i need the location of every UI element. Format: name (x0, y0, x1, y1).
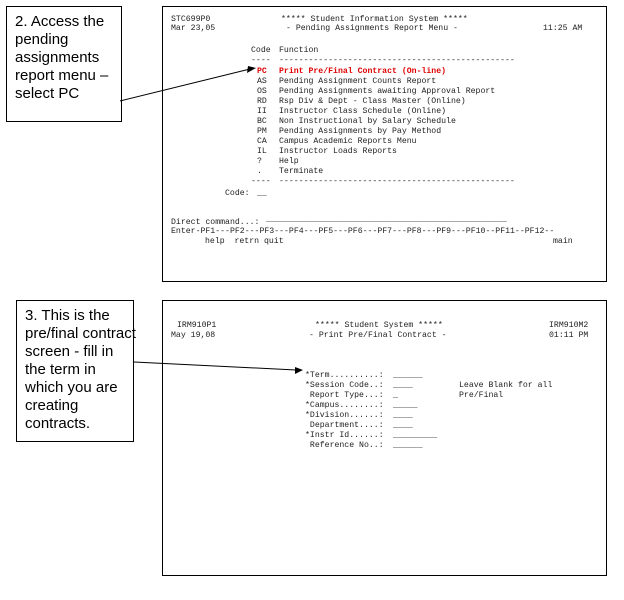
menu-code[interactable]: II (257, 107, 267, 116)
menu-code[interactable]: IL (257, 147, 267, 156)
terminal-screen-print-contract (162, 300, 607, 576)
menu-code[interactable]: BC (257, 117, 267, 126)
menu-code[interactable]: . (257, 167, 262, 176)
footer-rule: ---- (251, 177, 271, 186)
screen-time: 01:11 PM (549, 331, 589, 340)
instr-id-input[interactable]: _________ (393, 431, 438, 440)
callout-line: pending (15, 31, 69, 48)
menu-item[interactable]: Instructor Loads Reports (279, 147, 397, 156)
menu-code[interactable]: ? (257, 157, 262, 166)
function-key-labels: help retrn quit (205, 237, 284, 246)
screen-title: - Print Pre/Final Contract - (309, 331, 447, 340)
menu-item[interactable]: Pending Assignments awaiting Approval Report (279, 87, 496, 96)
function-key-main: main (553, 237, 573, 246)
program-id-right: IRM910M2 (549, 321, 589, 330)
field-label-campus: *Campus........: (305, 401, 384, 410)
department-input[interactable]: ____ (393, 421, 413, 430)
field-label-division: *Division......: (305, 411, 384, 420)
menu-code-pc[interactable]: PC (257, 67, 267, 76)
header-rule: ------------------------------------------------ (279, 56, 515, 65)
column-header-code: Code (251, 46, 271, 55)
division-input[interactable]: ____ (393, 411, 413, 420)
system-title: ***** Student Information System ***** (281, 15, 468, 24)
session-code-note: Leave Blank for all (459, 381, 553, 390)
callout-line: 2. Access the (15, 13, 105, 30)
callout-line: select PC (15, 85, 80, 102)
program-id: STC699P0 (171, 15, 211, 24)
callout-line: which you are (25, 379, 118, 396)
field-label-department: Department....: (305, 421, 384, 430)
menu-item[interactable]: Pending Assignment Counts Report (279, 77, 437, 86)
field-label-report-type: Report Type...: (305, 391, 384, 400)
callout-step-3 (16, 300, 134, 442)
field-label-session-code: *Session Code..: (305, 381, 384, 390)
menu-item[interactable]: Campus Academic Reports Menu (279, 137, 417, 146)
terminal-screen-report-menu (162, 6, 607, 282)
footer-rule: ------------------------------------------------ (279, 177, 515, 186)
reference-no-input[interactable]: ______ (393, 441, 423, 450)
header-rule: ---- (251, 56, 271, 65)
screen-date: May 19,08 (171, 331, 216, 340)
code-input[interactable]: __ (257, 189, 267, 198)
callout-line: the term in (25, 361, 96, 378)
code-input-label: Code: (225, 189, 250, 198)
field-label-instr-id: *Instr Id......: (305, 431, 384, 440)
screen-time: 11:25 AM (543, 24, 583, 33)
menu-code[interactable]: RD (257, 97, 267, 106)
callout-step-2 (6, 6, 122, 122)
menu-item[interactable]: Rsp Div & Dept - Class Master (Online) (279, 97, 466, 106)
callout-line: screen - fill in (25, 343, 114, 360)
direct-command-input[interactable]: _________________________________________________ (266, 215, 507, 224)
direct-command-label: Direct command...: (171, 218, 260, 227)
campus-input[interactable]: _____ (393, 401, 418, 410)
session-code-input[interactable]: ____ (393, 381, 413, 390)
callout-line: 3. This is the (25, 307, 110, 324)
menu-item[interactable]: Non Instructional by Salary Schedule (279, 117, 456, 126)
session-code-note: Pre/Final (459, 391, 504, 400)
menu-code[interactable]: AS (257, 77, 267, 86)
callout-line: creating (25, 397, 79, 414)
menu-title: - Pending Assignments Report Menu - (286, 24, 458, 33)
screen-date: Mar 23,05 (171, 24, 216, 33)
callout-line: assignments (15, 49, 100, 66)
menu-code[interactable]: OS (257, 87, 267, 96)
menu-item[interactable]: Instructor Class Schedule (Online) (279, 107, 447, 116)
system-title: ***** Student System ***** (315, 321, 443, 330)
menu-item-help[interactable]: Help (279, 157, 299, 166)
column-header-function: Function (279, 46, 319, 55)
menu-code[interactable]: CA (257, 137, 267, 146)
menu-item[interactable]: Pending Assignments by Pay Method (279, 127, 442, 136)
function-key-bar: Enter-PF1---PF2---PF3---PF4---PF5---PF6---PF7---PF8---PF9---PF10--PF11--PF12-- (171, 227, 555, 236)
field-label-term: *Term..........: (305, 371, 384, 380)
report-type-input[interactable]: _ (393, 391, 398, 400)
field-label-reference-no: Reference No..: (305, 441, 384, 450)
program-id: IRM910P1 (177, 321, 217, 330)
menu-item-print-pre-final-contract[interactable]: Print Pre/Final Contract (On-line) (279, 67, 447, 76)
menu-item-terminate[interactable]: Terminate (279, 167, 324, 176)
menu-code[interactable]: PM (257, 127, 267, 136)
callout-line: report menu – (15, 67, 109, 84)
term-input[interactable]: ______ (393, 371, 423, 380)
callout-line: contracts. (25, 415, 91, 432)
callout-line: pre/final contract (25, 325, 136, 342)
